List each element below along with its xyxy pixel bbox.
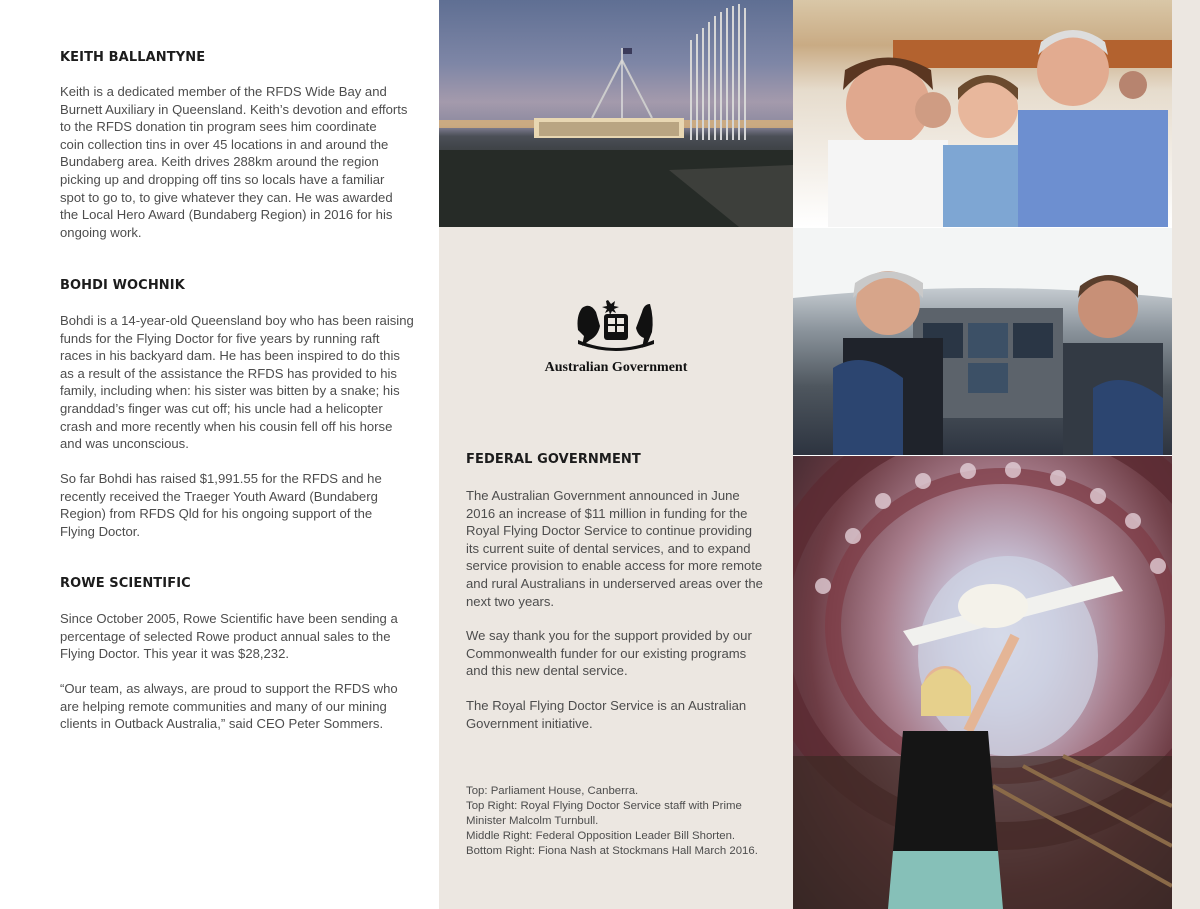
paragraph-keith: Keith is a dedicated member of the RFDS Wide Bay and Burnett Auxiliary in Queensland. Keith’s devotion and efforts to the RFDS donation tin program sees him coordinate coin collection tins in over 45 locations in and around the Bundaberg area. Keith drives 288km around the region picking up and dropping off tins so locals have a familiar spot to go to, to give whatever they can. He was awarded the Local Hero Award (Bundaberg Region) in 2016 for his ongoing work. xyxy=(60,84,408,240)
paragraph-federal-2: We say thank you for the support provided by our Commonwealth funder for our existing programs and this new dental service. xyxy=(466,628,752,679)
stockmans-hall-photo xyxy=(793,456,1172,909)
heading-bohdi-wochnik: BOHDI WOCHNIK xyxy=(60,278,185,293)
paragraph-federal-1: The Australian Government announced in June 2016 an increase of $11 million in funding for the Royal Flying Doctor Service to continue providing its current suite of dental services, and to expand service provision to enable access for more remote and rural Australians in underserved areas over the next two years. xyxy=(466,488,763,609)
caption-top-right: Top Right: Royal Flying Doctor Service staff with Prime xyxy=(466,800,742,812)
paragraph-rowe-quote: “Our team, as always, are proud to support the RFDS who are helping remote communities and many of our mining clients in Outback Australia,” said CEO Peter Sommers. xyxy=(60,681,398,732)
parliament-house-photo xyxy=(439,0,793,227)
australian-government-logo xyxy=(538,296,694,380)
coat-of-arms-icon xyxy=(538,296,694,358)
paragraph-bohdi-2: So far Bohdi has raised $1,991.55 for the RFDS and he recently received the Traeger Youth Award (Bundaberg Region) from RFDS Qld for his ongoing support of the Flying Doctor. xyxy=(60,471,382,539)
right-margin-strip xyxy=(1172,0,1200,909)
caption-middle-right: Middle Right: Federal Opposition Leader Bill Shorten. xyxy=(466,830,736,842)
stockmans-hall-illustration xyxy=(793,456,1172,909)
parliament-house-illustration xyxy=(439,0,793,227)
heading-federal-government: FEDERAL GOVERNMENT xyxy=(466,452,641,467)
heading-keith-ballantyne: KEITH BALLANTYNE xyxy=(60,50,206,65)
caption-top: Top: Parliament House, Canberra. xyxy=(466,785,639,797)
turnbull-staff-illustration xyxy=(793,0,1172,227)
photo-captions xyxy=(466,784,786,859)
paragraph-federal-3: The Royal Flying Doctor Service is an Australian Government initiative. xyxy=(466,698,747,731)
caption-top-right-cont: Minister Malcolm Turnbull. xyxy=(466,815,599,827)
cockpit-illustration xyxy=(793,228,1172,455)
paragraph-bohdi-1: Bohdi is a 14-year-old Queensland boy who has been raising funds for the Flying Doctor for five years by running raft races in his backyard dam. He has been inspired to do this as a result of the assistance the RFDS has provided to his family, including when: his sister was bitten by a snake; his granddad’s finger was cut off; his uncle had a helicopter crash and more recently when his cousin fell off his horse and was unconscious. xyxy=(60,313,414,452)
shorten-cockpit-photo xyxy=(793,228,1172,455)
caption-bottom-right: Bottom Right: Fiona Nash at Stockmans Hall March 2016. xyxy=(466,845,758,857)
australian-government-wordmark: Australian Government xyxy=(544,360,688,375)
paragraph-rowe-1: Since October 2005, Rowe Scientific have been sending a percentage of selected Rowe product annual sales to the Flying Doctor. This year it was $28,232. xyxy=(60,611,398,662)
turnbull-staff-photo xyxy=(793,0,1172,227)
heading-rowe-scientific: ROWE SCIENTIFIC xyxy=(60,576,191,591)
